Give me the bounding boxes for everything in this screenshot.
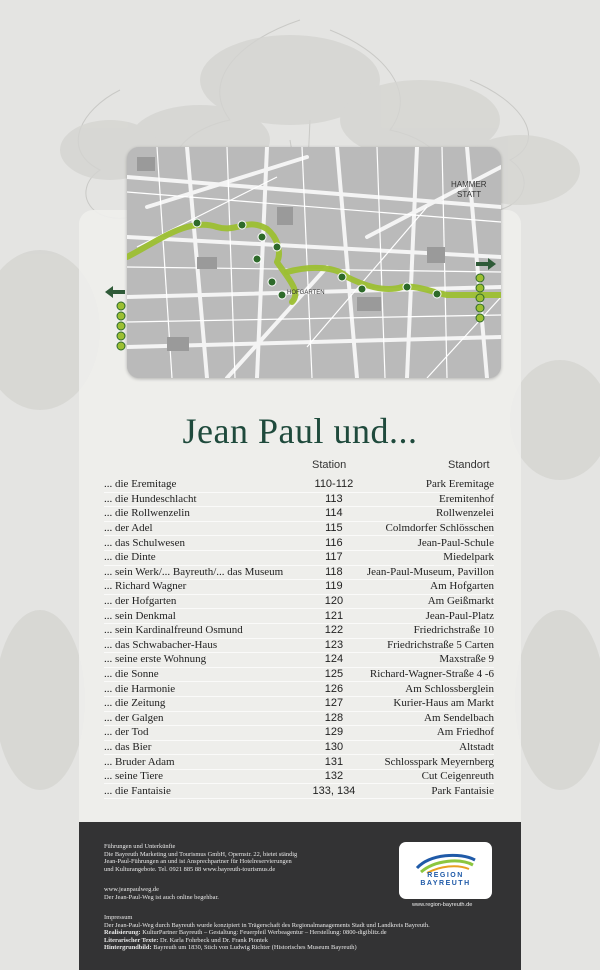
row-topic: ... die Hundeschlacht [104, 492, 197, 505]
footer-web-note: Der Jean-Paul-Weg ist auch online begehbar. [104, 893, 219, 901]
website-link[interactable]: www.jeanpaulweg.de [104, 886, 159, 893]
page-title: Jean Paul und... [182, 411, 418, 451]
row-place: Richard-Wagner-Straße 4 -6 [369, 668, 494, 681]
row-station: 113 [325, 492, 343, 505]
row-topic: ... der Tod [104, 726, 149, 739]
row-station: 133, 134 [312, 784, 356, 797]
row-topic: ... Richard Wagner [104, 580, 187, 593]
row-station: 129 [324, 726, 344, 739]
table-row [104, 755, 494, 770]
footer-web [104, 886, 219, 901]
row-place: Am Schlossberglein [405, 682, 494, 695]
logo-url[interactable]: www.region-bayreuth.de [412, 902, 473, 908]
row-place: Friedrichstraße 10 [413, 624, 494, 637]
row-place: Altstadt [459, 740, 494, 753]
row-station: 121 [324, 609, 344, 622]
table-row [104, 726, 494, 741]
table-row [104, 565, 494, 580]
column-header-station: Station [312, 459, 347, 471]
table-row [104, 478, 494, 492]
row-place: Kurier-Haus am Markt [393, 697, 494, 710]
row-place: Colmdorfer Schlösschen [385, 522, 494, 535]
row-place: Park Fantaisie [431, 784, 494, 797]
row-station: 131 [324, 755, 344, 768]
imprint-label: Literarischer Texte: [104, 936, 159, 944]
row-station: 114 [325, 507, 343, 520]
table-row [104, 740, 494, 755]
region-bayreuth-logo [399, 842, 492, 899]
row-topic: ... Bruder Adam [104, 755, 175, 768]
row-station: 122 [324, 624, 344, 637]
row-topic: ... der Hofgarten [104, 595, 177, 608]
row-station: 123 [324, 638, 344, 651]
table-row [104, 682, 494, 697]
row-station: 132 [324, 770, 344, 783]
row-place: Jean-Paul-Schule [417, 536, 494, 549]
table-row [104, 638, 494, 653]
imprint-line: Bayreuth um 1830, Stich von Ludwig Richter (Historisches Museum Bayreuth) [153, 944, 357, 952]
table-row [104, 784, 494, 799]
row-place: Miedelpark [443, 551, 494, 564]
logo-swoosh-icon [415, 852, 477, 874]
row-topic: ... sein Denkmal [104, 609, 176, 622]
row-station: 127 [324, 697, 344, 710]
row-place: Park Eremitage [425, 478, 494, 491]
row-place: Jean-Paul-Platz [425, 609, 494, 622]
row-station: 130 [324, 740, 344, 753]
table-row [104, 653, 494, 668]
logo-line-1: REGION [427, 872, 464, 879]
row-station: 118 [325, 565, 343, 578]
row-topic: ... die Dinte [104, 551, 156, 564]
map-label-hammerstatt-2: STATT [457, 190, 482, 199]
row-topic: ... das Schwabacher-Haus [104, 638, 218, 651]
row-station: 120 [324, 595, 344, 608]
row-station: 128 [324, 711, 344, 724]
footer-tours-heading: Führungen und Unterkünfte [104, 843, 176, 850]
row-place: Am Geißmarkt [427, 595, 494, 608]
imprint-label: Hintergrundbild: [104, 944, 152, 952]
row-topic: ... sein Kardinalfreund Osmund [104, 624, 243, 637]
row-place: Jean-Paul-Museum, Pavillon [366, 565, 494, 578]
column-header-location: Standort [448, 459, 490, 471]
left-route-arrow-icon [103, 284, 127, 354]
table-row [104, 609, 494, 624]
row-topic: ... die Eremitage [104, 478, 177, 491]
footer-tours-line: Jean-Paul-Führungen an und ist Ansprechpartner für Hotelreservierungen [104, 858, 292, 866]
footer-imprint [104, 914, 504, 952]
row-topic: ... seine Tiere [104, 770, 163, 783]
row-topic: ... der Galgen [104, 711, 164, 724]
row-topic: ... die Rollwenzelin [104, 507, 190, 520]
map-label-hammerstatt-1: HAMMER [451, 180, 487, 189]
table-row [104, 507, 494, 522]
row-place: Maxstraße 9 [439, 653, 494, 666]
row-station: 116 [325, 536, 343, 549]
row-topic: ... die Zeitung [104, 697, 166, 710]
row-station: 124 [324, 653, 344, 666]
table-row [104, 696, 494, 711]
table-row [104, 769, 494, 784]
table-row [104, 711, 494, 726]
row-topic: ... die Sonne [104, 668, 159, 681]
imprint-line: Der Jean-Paul-Weg durch Bayreuth wurde konzipiert in Trägerschaft des Regionalmanagements Stadt und Landkreis Bayreuth. [104, 921, 430, 929]
logo-line-2: BAYREUTH [420, 880, 471, 887]
row-place: Eremitenhof [439, 492, 494, 505]
table-row [104, 521, 494, 536]
table-row [104, 536, 494, 551]
row-station: 110-112 [314, 478, 354, 491]
route-map [127, 147, 501, 378]
row-topic: ... das Schulwesen [104, 536, 185, 549]
footer-tours [104, 843, 297, 873]
row-place: Am Sendelbach [424, 711, 494, 724]
row-topic: ... die Fantaisie [104, 784, 171, 797]
table-row [104, 623, 494, 638]
row-station: 117 [325, 551, 343, 564]
row-topic: ... sein Werk/... Bayreuth/... das Museum [104, 565, 284, 578]
table-row [104, 580, 494, 595]
imprint-line: Dr. Karla Fohrbeck und Dr. Frank Piontek [159, 936, 268, 944]
footer-tours-line: Die Bayreuth Marketing und Tourismus GmbH, Opernstr. 22, bietet ständig [104, 850, 298, 858]
row-topic: ... die Harmonie [104, 682, 176, 695]
row-place: Am Hofgarten [430, 580, 494, 593]
table-row [104, 492, 494, 507]
imprint-line: KulturPartner Bayreuth – Gestaltung: Feuerpfeil Werbeagentur – Herstellung: 0800-digiblitz.de [142, 929, 387, 937]
imprint-label: Realisierung: [104, 929, 141, 937]
right-route-arrow-icon [474, 256, 498, 328]
row-place: Rollwenzelei [435, 507, 494, 520]
imprint-heading: Impressum [104, 914, 133, 921]
row-station: 126 [324, 682, 344, 695]
row-station: 115 [325, 522, 343, 535]
row-topic: ... seine erste Wohnung [104, 653, 207, 666]
row-place: Schlosspark Meyernberg [384, 755, 494, 768]
row-topic: ... das Bier [104, 740, 152, 753]
table-row [104, 594, 494, 609]
row-place: Cut Ceigenreuth [421, 770, 494, 783]
row-place: Friedrichstraße 5 Carten [387, 638, 494, 651]
table-row [104, 667, 494, 682]
stations-table [104, 478, 494, 799]
row-place: Am Friedhof [436, 726, 494, 739]
row-station: 119 [325, 580, 343, 593]
footer-tours-line: und Kulturangebote. Tel. 0921 885 88 www.bayreuth-tourismus.de [104, 865, 276, 873]
map-label-hofgarten: HOFGARTEN [287, 290, 325, 296]
row-topic: ... der Adel [104, 522, 153, 535]
row-station: 125 [324, 668, 344, 681]
table-row [104, 550, 494, 565]
